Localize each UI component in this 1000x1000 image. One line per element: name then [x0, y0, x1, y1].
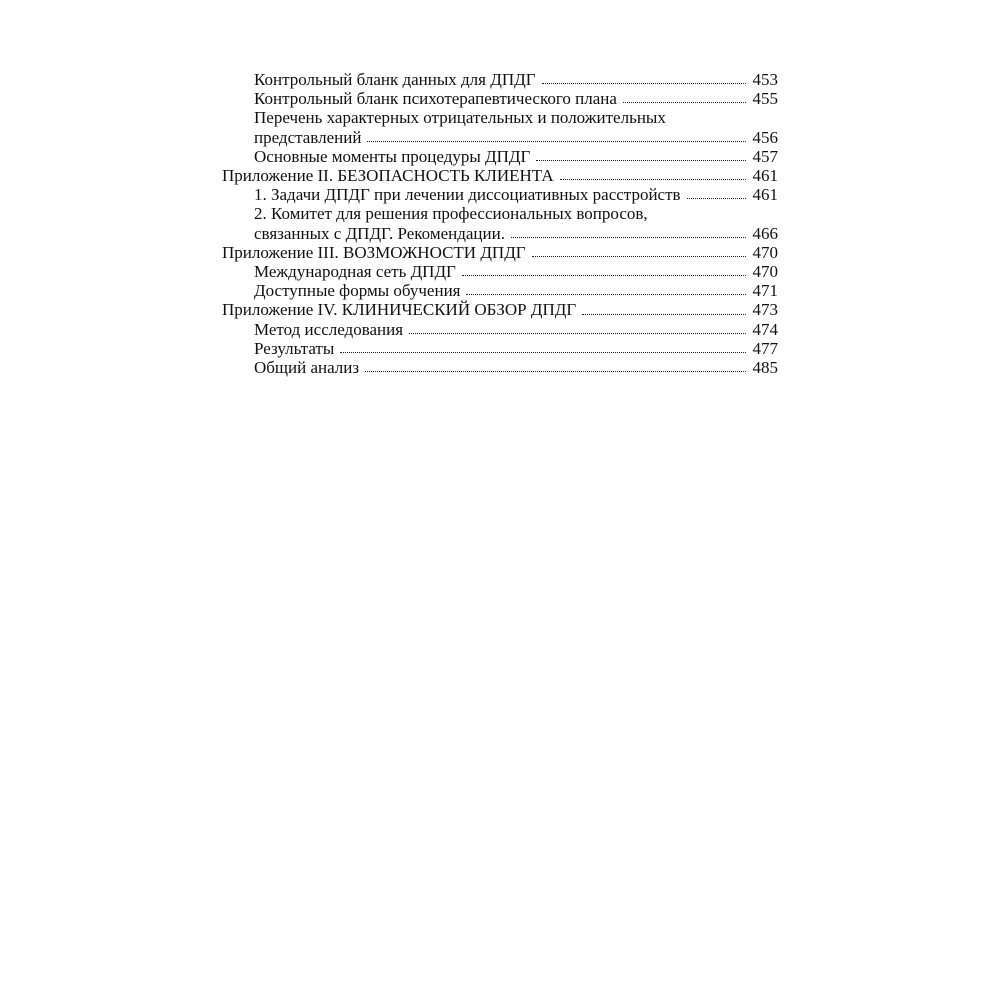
toc-entry — [222, 262, 778, 281]
toc-entry — [222, 185, 778, 204]
toc-entry-page: 453 — [752, 70, 778, 89]
toc-entry-page: 456 — [752, 127, 778, 147]
toc-entry-title-line: представлений — [254, 127, 362, 147]
dot-leader — [623, 101, 746, 103]
toc-entry — [222, 70, 778, 89]
toc-entry-title: Контрольный бланк психотерапевтического плана — [254, 89, 617, 109]
toc-entry-page: 473 — [752, 300, 778, 320]
toc-entry — [222, 281, 778, 300]
toc-entry-page: 485 — [752, 358, 778, 378]
dot-leader — [532, 255, 746, 257]
toc-entry — [222, 339, 778, 358]
dot-leader — [365, 370, 746, 372]
toc-entry — [222, 204, 778, 242]
dot-leader — [367, 140, 746, 142]
dot-leader — [536, 159, 746, 161]
toc-entry-page: 470 — [752, 262, 778, 282]
toc-entry-page: 457 — [752, 146, 778, 166]
dot-leader — [542, 82, 746, 84]
toc-entry-page: 466 — [752, 223, 778, 243]
toc-entry-page: 471 — [752, 281, 778, 301]
dot-leader — [462, 274, 746, 276]
toc-entry-page: 461 — [752, 166, 778, 186]
table-of-contents — [222, 70, 778, 377]
dot-leader — [582, 313, 746, 315]
toc-section — [222, 166, 778, 185]
dot-leader — [466, 293, 746, 295]
dot-leader — [511, 236, 746, 238]
toc-entry-title: Результаты — [254, 338, 335, 358]
toc-section — [222, 243, 778, 262]
toc-entry-title: Контрольный бланк данных для ДПДГ — [254, 70, 536, 89]
toc-entry — [222, 89, 778, 108]
toc-entry-page: 474 — [752, 319, 778, 339]
toc-section-title: Приложение III. ВОЗМОЖНОСТИ ДПДГ — [222, 242, 526, 262]
toc-entry-title-line: 2. Комитет для решения профессиональных вопросов, — [254, 204, 648, 224]
toc-entry — [222, 358, 778, 377]
toc-entry-title: Доступные формы обучения — [254, 281, 461, 301]
toc-entry-title-line: связанных с ДПДГ. Рекомендации. — [254, 223, 505, 243]
toc-entry-page: 477 — [752, 338, 778, 358]
toc-section-title: Приложение II. БЕЗОПАСНОСТЬ КЛИЕНТА — [222, 166, 554, 186]
toc-section — [222, 300, 778, 319]
dot-leader — [340, 351, 746, 353]
toc-entry-title: Основные моменты процедуры ДПДГ — [254, 146, 531, 166]
toc-entry-page: 461 — [752, 185, 778, 205]
dot-leader — [560, 178, 746, 180]
toc-entry — [222, 108, 778, 146]
toc-entry-title: Метод исследования — [254, 319, 404, 339]
toc-entry — [222, 320, 778, 339]
toc-entry-title: Международная сеть ДПДГ — [254, 262, 456, 282]
toc-entry-title: Общий анализ — [254, 358, 360, 378]
toc-entry — [222, 147, 778, 166]
dot-leader — [687, 197, 746, 199]
toc-entry-page: 455 — [752, 89, 778, 109]
dot-leader — [409, 332, 746, 334]
toc-entry-title-line: Перечень характерных отрицательных и положительных — [254, 108, 666, 128]
toc-entry-page: 470 — [752, 242, 778, 262]
toc-section-title: Приложение IV. КЛИНИЧЕСКИЙ ОБЗОР ДПДГ — [222, 300, 577, 320]
toc-entry-title: 1. Задачи ДПДГ при лечении диссоциативных расстройств — [254, 185, 681, 205]
